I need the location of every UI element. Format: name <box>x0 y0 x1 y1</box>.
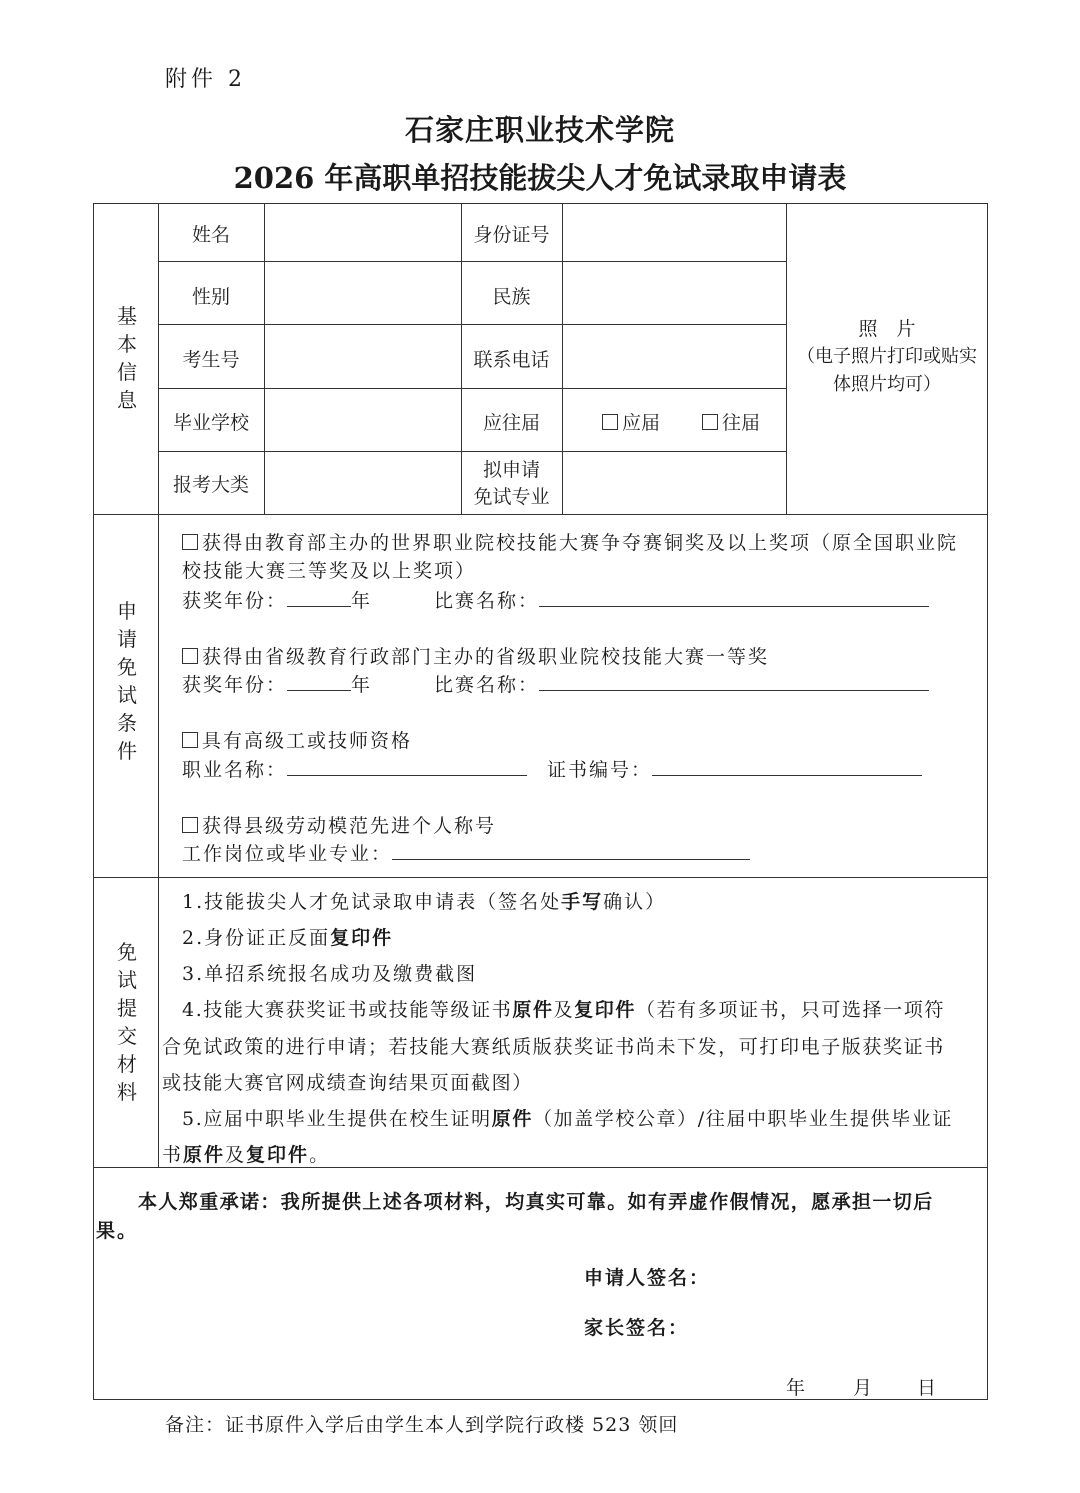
parent-signature-label[interactable]: 家长签名： <box>584 1317 690 1339</box>
remark: 备注：证书原件入学后由学生本人到学院行政楼 523 领回 <box>165 1414 679 1436</box>
condition-1-continued: 校技能大赛三等奖及以上奖项） <box>182 560 477 582</box>
form-title-institution: 石家庄职业技术学院 <box>404 113 675 147</box>
condition-3-fields: 职业名称： 证书编号： <box>182 755 922 782</box>
label-name: 姓名 <box>191 224 230 246</box>
material-5: 5.应届中职毕业生提供在校生证明原件（加盖学校公章）/往届中职毕业生提供毕业证 <box>182 1108 953 1130</box>
section-label-materials: 免 试 提 交 材 料 <box>117 940 137 1104</box>
form-title: 2026 年高职单招技能拔尖人才免试录取申请表 <box>233 161 847 195</box>
condition-4[interactable]: 获得县级劳动模范先进个人称号 <box>182 811 496 838</box>
section-label-conditions: 申 请 免 试 条 件 <box>117 599 137 763</box>
material-2: 2.身份证正反面复印件 <box>182 927 394 949</box>
cert-number-blank[interactable] <box>652 757 922 776</box>
condition-1[interactable]: 获得由教育部主办的世界职业院校技能大赛争夺赛铜奖及以上奖项（原全国职业院 <box>182 528 958 555</box>
label-category: 报考大类 <box>172 474 249 496</box>
material-4-line-2: 合免试政策的进行申请；若技能大赛纸质版获奖证书尚未下发，可打印电子版获奖证书 <box>162 1036 945 1058</box>
material-1: 1.技能拔尖人才免试录取申请表（签名处手写确认） <box>182 891 667 913</box>
date-month: 月 <box>853 1377 875 1399</box>
contest-name-blank[interactable] <box>539 588 929 607</box>
checkbox-icon <box>702 414 718 430</box>
label-ethnicity: 民族 <box>492 286 531 308</box>
section-label-basic-info: 基 本 信 息 <box>117 304 137 412</box>
material-4-line-3: 或技能大赛官网成绩查询结果页面截图） <box>162 1072 533 1094</box>
condition-3[interactable]: 具有高级工或技师资格 <box>182 726 412 753</box>
label-major: 拟申请 免试专业 <box>473 459 550 508</box>
job-name-blank[interactable] <box>287 757 527 776</box>
applicant-signature-label[interactable]: 申请人签名： <box>584 1267 711 1289</box>
position-blank[interactable] <box>392 841 750 860</box>
checkbox-current-student[interactable]: 应届 <box>602 408 660 435</box>
checkbox-past-student[interactable]: 往届 <box>702 408 760 435</box>
pledge-text: 本人郑重承诺：我所提供上述各项材料，均真实可靠。如有弄虚作假情况，愿承担一切后 <box>138 1191 934 1213</box>
material-5-line-2: 书原件及复印件。 <box>162 1144 331 1166</box>
award-year-blank[interactable] <box>287 588 351 607</box>
condition-4-fields: 工作岗位或毕业专业： <box>182 839 750 866</box>
date-day: 日 <box>917 1377 939 1399</box>
material-4: 4.技能大赛获奖证书或技能等级证书原件及复印件（若有多项证书，只可选择一项符 <box>182 999 945 1021</box>
checkbox-icon <box>182 534 198 550</box>
condition-2[interactable]: 获得由省级教育行政部门主办的省级职业院校技能大赛一等奖 <box>182 642 769 669</box>
checkbox-icon <box>182 732 198 748</box>
award-year-blank[interactable] <box>287 672 351 691</box>
checkbox-icon <box>182 648 198 664</box>
material-3: 3.单招系统报名成功及缴费截图 <box>182 963 478 985</box>
attachment-label: 附件 2 <box>165 67 246 92</box>
label-gender: 性别 <box>191 286 230 308</box>
label-school: 毕业学校 <box>172 412 249 434</box>
label-id-number: 身份证号 <box>473 224 550 246</box>
contest-name-blank[interactable] <box>539 672 929 691</box>
label-exam-number: 考生号 <box>182 349 240 371</box>
checkbox-icon <box>182 817 198 833</box>
condition-2-fields: 获奖年份： 年 比赛名称： <box>182 670 929 697</box>
condition-1-fields: 获奖年份： 年 比赛名称： <box>182 586 929 613</box>
label-status: 应往届 <box>482 412 540 434</box>
pledge-text-continued: 果。 <box>96 1220 139 1242</box>
checkbox-icon <box>602 414 618 430</box>
label-phone: 联系电话 <box>473 349 550 371</box>
photo-placeholder[interactable]: 照 片 （电子照片打印或贴实 体照片均可） <box>797 318 977 395</box>
date-year: 年 <box>786 1377 808 1399</box>
